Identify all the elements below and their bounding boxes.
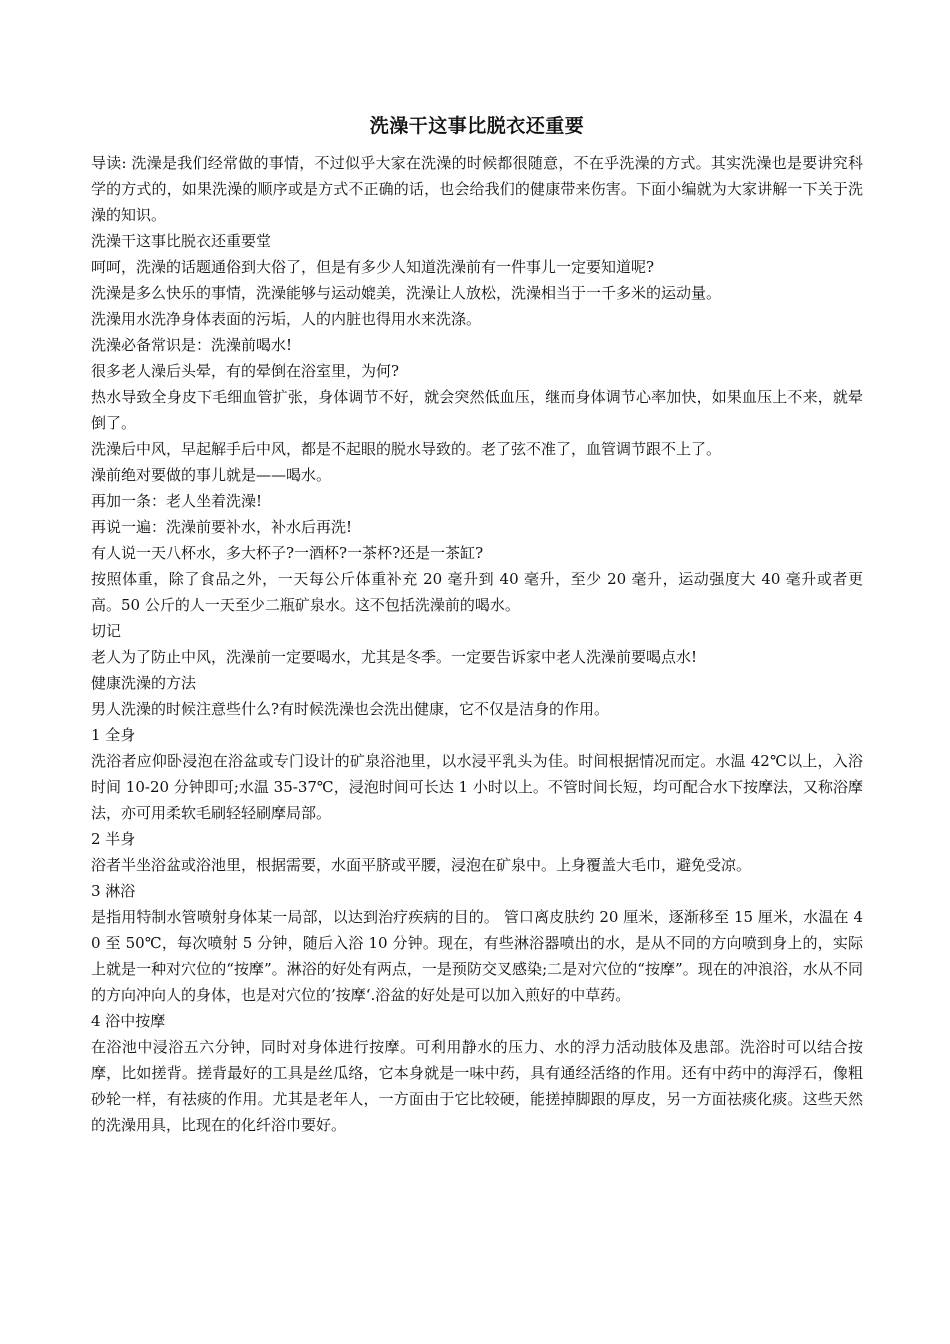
paragraph: 按照体重，除了食品之外，一天每公斤体重补充 20 毫升到 40 毫升，至少 20 毫升，运动强度大 40 毫升或者更高。50 公斤的人一天至少二瓶矿泉水。这不包括洗澡前的喝水。 — [91, 570, 863, 614]
paragraph: 热水导致全身皮下毛细血管扩张，身体调节不好，就会突然低血压，继而身体调节心率加快，如果血压上不来，就晕倒了。 — [91, 388, 863, 432]
paragraph: 洗澡干这事比脱衣还重要堂 — [91, 232, 272, 250]
paragraph: 澡前绝对要做的事儿就是——喝水。 — [91, 466, 332, 484]
paragraph: 有人说一天八杯水，多大杯子?一酒杯?一茶杯?还是一茶缸? — [91, 544, 484, 562]
paragraph: 呵呵，洗澡的话题通俗到大俗了，但是有多少人知道洗澡前有一件事儿一定要知道呢? — [91, 258, 655, 276]
section-heading: 1 全身 — [91, 726, 136, 744]
section-heading: 3 淋浴 — [91, 882, 136, 900]
document-title: 洗澡干这事比脱衣还重要 — [369, 115, 585, 137]
section-heading: 切记 — [91, 622, 122, 640]
section-heading: 4 浴中按摩 — [91, 1012, 166, 1030]
paragraph: 洗澡后中风，早起解手后中风，都是不起眼的脱水导致的。老了弦不准了，血管调节跟不上了。 — [91, 440, 722, 458]
paragraph: 洗澡必备常识是：洗澡前喝水! — [91, 336, 293, 354]
paragraph: 很多老人澡后头晕，有的晕倒在浴室里，为何? — [91, 362, 400, 380]
document-page — [91, 112, 863, 1138]
paragraph: 洗浴者应仰卧浸泡在浴盆或专门设计的矿泉浴池里，以水浸平乳头为佳。时间根据情况而定。水温 42℃以上，入浴时间 10-20 分钟即可;水温 35-37℃，浸泡时间可长达 1 小时以上。不管时间长短，均可配合水下按摩法，又称浴摩法，亦可用柔软毛刷轻轻刷摩局部。 — [91, 752, 863, 822]
section-heading: 健康洗澡的方法 — [91, 674, 197, 692]
paragraph: 男人洗澡的时候注意些什么?有时候洗澡也会洗出健康，它不仅是洁身的作用。 — [91, 700, 610, 718]
paragraph: 浴者半坐浴盆或浴池里，根据需要，水面平脐或平腰，浸泡在矿泉中。上身覆盖大毛巾，避免受凉。 — [91, 856, 752, 874]
paragraph: 洗澡是多么快乐的事情，洗澡能够与运动媲美，洗澡让人放松，洗澡相当于一千多米的运动量。 — [91, 284, 722, 302]
paragraph-intro: 导读: 洗澡是我们经常做的事情，不过似乎大家在洗澡的时候都很随意，不在乎洗澡的方式。其实洗澡也是要讲究科学的方式的，如果洗澡的顺序或是方式不正确的话，也会给我们的健康带来伤害。下面小编就为大家讲解一下关于洗澡的知识。 — [91, 154, 863, 224]
paragraph: 再加一条：老人坐着洗澡! — [91, 492, 263, 510]
paragraph: 老人为了防止中风，洗澡前一定要喝水，尤其是冬季。一定要告诉家中老人洗澡前要喝点水! — [91, 648, 698, 666]
paragraph: 在浴池中浸浴五六分钟，同时对身体进行按摩。可利用静水的压力、水的浮力活动肢体及患部。洗浴时可以结合按摩，比如搓背。搓背最好的工具是丝瓜络，它本身就是一味中药，具有通经活络的作用。还有中药中的海浮石，像粗砂轮一样，有祛痰的作用。尤其是老年人，一方面由于它比较硬，能搓掉脚跟的厚皮，另一方面祛痰化痰。这些天然的洗澡用具，比现在的化纤浴巾要好。 — [91, 1038, 863, 1134]
paragraph: 洗澡用水洗净身体表面的污垢，人的内脏也得用水来洗涤。 — [91, 310, 482, 328]
section-heading: 2 半身 — [91, 830, 136, 848]
paragraph: 再说一遍：洗澡前要补水，补水后再洗! — [91, 518, 353, 536]
paragraph: 是指用特制水管喷射身体某一局部，以达到治疗疾病的目的。 管口离皮肤约 20 厘米，逐渐移至 15 厘米，水温在 40 至 50℃，每次喷射 5 分钟，随后入浴 10 分钟。现在，有些淋浴器喷出的水，是从不同的方向喷到身上的，实际上就是一种对穴位的“按摩”。淋浴的好处有两点，一是预防交叉感染;二是对穴位的“按摩”。现在的冲浪浴，水从不同的方向冲向人的身体，也是对穴位的’按摩‘.浴盆的好处是可以加入煎好的中草药。 — [91, 908, 863, 1004]
